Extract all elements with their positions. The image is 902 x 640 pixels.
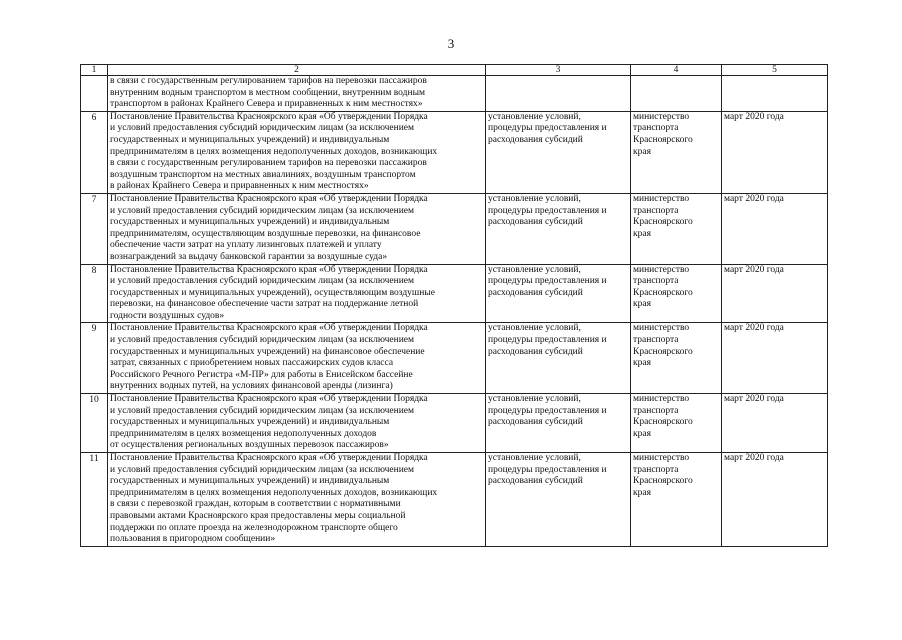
responsible-line: Красноярского: [633, 287, 693, 298]
purpose-cell: [486, 394, 631, 453]
document-title-line: государственных и муниципальных учреждений), осуществляющим воздушные: [110, 287, 435, 298]
purpose-line: процедуры предоставления и: [488, 123, 607, 134]
table-row: [81, 76, 828, 112]
responsible-line: Красноярского: [633, 417, 693, 428]
deadline-cell: март 2020 года: [722, 453, 828, 547]
purpose-line: процедуры предоставления и: [488, 405, 607, 416]
document-title-cell: [108, 394, 486, 453]
purpose-cell: [486, 453, 631, 547]
purpose-line: установление условий,: [488, 394, 581, 405]
document-title-line: и условий предоставления субсидий юридическим лицам (за исключением: [110, 276, 415, 287]
document-title-cell: [108, 323, 486, 394]
document-title-line: и условий предоставления субсидий юридическим лицам (за исключением: [110, 335, 415, 346]
purpose-line: процедуры предоставления и: [488, 335, 607, 346]
column-number-row: [81, 65, 828, 76]
deadline-cell: март 2020 года: [722, 394, 828, 453]
purpose-line: процедуры предоставления и: [488, 464, 607, 475]
document-title-line: и условий предоставления субсидий юридическим лицам (за исключением: [110, 205, 415, 216]
purpose-line: расходования субсидий: [488, 134, 583, 145]
purpose-cell: [486, 111, 631, 193]
document-title-line: перевозки, на финансовое обеспечение части затрат на поддержание летной: [110, 299, 419, 310]
document-title-line: государственных и муниципальных учреждений) и индивидуальным: [110, 134, 390, 145]
column-number-1: 1: [81, 65, 108, 76]
table-row: [81, 111, 828, 193]
purpose-line: расходования субсидий: [488, 417, 583, 428]
purpose-line: процедуры предоставления и: [488, 276, 607, 287]
responsible-line: министерство: [633, 394, 690, 405]
purpose-line: расходования субсидий: [488, 476, 583, 487]
purpose-line: установление условий,: [488, 264, 581, 275]
document-title-line: внутренних водных путей, на условиях финансовой аренды (лизинга): [110, 381, 393, 392]
document-title-line: Постановление Правительства Красноярского края «Об утверждении Порядка: [110, 394, 428, 405]
responsible-line: края: [633, 228, 651, 239]
responsible-line: края: [633, 358, 651, 369]
responsible-line: транспорта: [633, 123, 679, 134]
table-body: [81, 65, 828, 547]
document-title-line: государственных и муниципальных учреждений) и индивидуальным: [110, 417, 390, 428]
plan-table: [80, 64, 828, 547]
row-number: 11: [81, 453, 108, 547]
document-title-line: Постановление Правительства Красноярского края «Об утверждении Порядка: [110, 111, 428, 122]
document-title-line: затрат, связанных с приобретением новых пассажирских судов класса: [110, 358, 394, 369]
document-title-line: и условий предоставления субсидий юридическим лицам (за исключением: [110, 464, 415, 475]
deadline-cell: март 2020 года: [722, 193, 828, 264]
row-number: 7: [81, 193, 108, 264]
responsible-line: края: [633, 428, 651, 439]
purpose-cell: [486, 76, 631, 112]
purpose-line: установление условий,: [488, 323, 581, 334]
document-title-line: внутренним водным транспортом в местном сообщении, внутренним водным: [110, 87, 425, 98]
document-title-line: транспортом в районах Крайнего Севера и приравненных к ним местностях»: [110, 99, 423, 110]
deadline-cell: март 2020 года: [722, 323, 828, 394]
document-title-line: государственных и муниципальных учреждений) на финансовое обеспечение: [110, 346, 425, 357]
responsible-line: министерство: [633, 264, 690, 275]
document-title-line: вознаграждений за выдачу банковской гарантии за воздушные суда»: [110, 251, 388, 262]
deadline-cell: март 2020 года: [722, 264, 828, 323]
responsible-line: Красноярского: [633, 134, 693, 145]
document-title-line: Постановление Правительства Красноярского края «Об утверждении Порядка: [110, 323, 428, 334]
column-number-3: 3: [486, 65, 631, 76]
deadline-cell: [722, 76, 828, 112]
document-title-line: пользования в пригородном сообщении»: [110, 534, 276, 545]
table-row: [81, 323, 828, 394]
document-title-line: предпринимателям в целях возмещения недополученных доходов, возникающих: [110, 487, 438, 498]
page-number: 3: [447, 36, 455, 51]
deadline-cell: март 2020 года: [722, 111, 828, 193]
purpose-cell: [486, 323, 631, 394]
row-number: 9: [81, 323, 108, 394]
document-title-line: государственных и муниципальных учреждений) и индивидуальным: [110, 476, 390, 487]
document-title-line: обеспечение части затрат на уплату лизинговых платежей и уплату: [110, 240, 382, 251]
document-title-line: в связи с государственным регулированием тарифов на перевозки пассажиров: [110, 76, 427, 86]
responsible-line: транспорта: [633, 464, 679, 475]
purpose-line: расходования субсидий: [488, 346, 583, 357]
responsible-line: Красноярского: [633, 476, 693, 487]
responsible-cell: [631, 323, 722, 394]
document-title-line: государственных и муниципальных учреждений) и индивидуальным: [110, 217, 390, 228]
responsible-cell: [631, 264, 722, 323]
responsible-line: края: [633, 487, 651, 498]
responsible-line: министерство: [633, 323, 690, 334]
row-number: [81, 76, 108, 112]
document-title-cell: [108, 193, 486, 264]
responsible-line: транспорта: [633, 405, 679, 416]
document-title-line: в связи с государственным регулированием тарифов на перевозки пассажиров: [110, 158, 427, 169]
purpose-line: установление условий,: [488, 453, 581, 463]
document-title-cell: [108, 453, 486, 547]
responsible-line: края: [633, 299, 651, 310]
responsible-line: транспорта: [633, 205, 679, 216]
purpose-line: установление условий,: [488, 193, 581, 204]
responsible-line: министерство: [633, 453, 690, 463]
document-title-line: Постановление Правительства Красноярского края «Об утверждении Порядка: [110, 193, 428, 204]
table-row: [81, 453, 828, 547]
document-title-line: предпринимателям в целях возмещения недополученных доходов, возникающих: [110, 146, 438, 157]
row-number: 8: [81, 264, 108, 323]
purpose-cell: [486, 193, 631, 264]
document-title-line: Постановление Правительства Красноярского края «Об утверждении Порядка: [110, 264, 428, 275]
purpose-line: расходования субсидий: [488, 217, 583, 228]
responsible-cell: [631, 193, 722, 264]
column-number-2: 2: [108, 65, 486, 76]
document-title-cell: [108, 264, 486, 323]
row-number: 10: [81, 394, 108, 453]
document-title-line: и условий предоставления субсидий юридическим лицам (за исключением: [110, 123, 415, 134]
responsible-line: Красноярского: [633, 217, 693, 228]
document-title-line: годности воздушных судов»: [110, 310, 225, 321]
row-number: 6: [81, 111, 108, 193]
document-title-line: в связи с перевозкой граждан, которым в соответствии с нормативными: [110, 499, 401, 510]
document-title-line: от осуществления региональных воздушных перевозок пассажиров»: [110, 440, 389, 451]
document-title-line: и условий предоставления субсидий юридическим лицам (за исключением: [110, 405, 415, 416]
document-title-line: в районах Крайнего Севера и приравненных к ним местностях»: [110, 181, 369, 192]
table-row: [81, 264, 828, 323]
table-row: [81, 193, 828, 264]
responsible-cell: [631, 453, 722, 547]
document-title-line: предпринимателям в целях возмещения недополученных доходов: [110, 428, 377, 439]
responsible-line: министерство: [633, 193, 690, 204]
responsible-line: края: [633, 146, 651, 157]
table-row: [81, 394, 828, 453]
column-number-5: 5: [722, 65, 828, 76]
purpose-line: установление условий,: [488, 111, 581, 122]
document-title-line: Российского Речного Регистра «М-ПР» для работы в Енисейском бассейне: [110, 369, 413, 380]
purpose-line: расходования субсидий: [488, 287, 583, 298]
responsible-cell: [631, 111, 722, 193]
responsible-line: Красноярского: [633, 346, 693, 357]
document-title-cell: [108, 111, 486, 193]
responsible-line: транспорта: [633, 335, 679, 346]
responsible-line: министерство: [633, 111, 690, 122]
document-title-line: Постановление Правительства Красноярского края «Об утверждении Порядка: [110, 453, 428, 463]
purpose-line: процедуры предоставления и: [488, 205, 607, 216]
column-number-4: 4: [631, 65, 722, 76]
document-title-cell: [108, 76, 486, 112]
document-title-line: поддержки по оплате проезда на железнодорожном транспорте общего: [110, 522, 398, 533]
responsible-line: транспорта: [633, 276, 679, 287]
responsible-cell: [631, 394, 722, 453]
document-title-line: предпринимателям, осуществляющим воздушные перевозки, на финансовое: [110, 228, 421, 239]
responsible-cell: [631, 76, 722, 112]
document-title-line: воздушным транспортом на местных авиалиниях, воздушным транспортом: [110, 169, 416, 180]
document-title-line: правовыми актами Красноярского края предоставлены меры социальной: [110, 510, 406, 521]
purpose-cell: [486, 264, 631, 323]
